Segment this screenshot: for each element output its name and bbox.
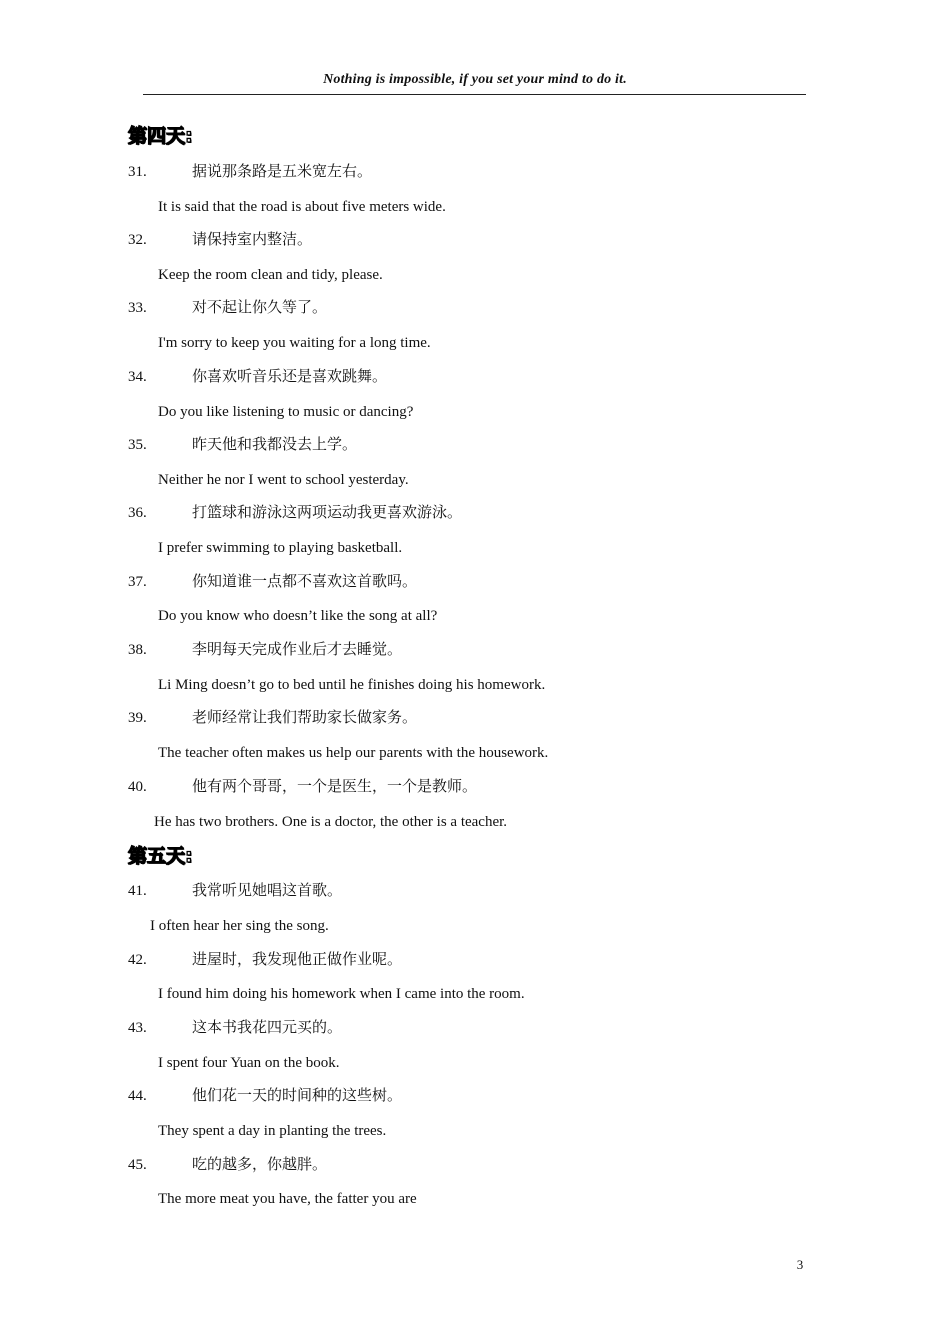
question-35 bbox=[128, 434, 357, 456]
question-chinese: 这本书我花四元买的。 bbox=[192, 1020, 343, 1036]
question-44 bbox=[128, 1085, 402, 1107]
question-number: 37. bbox=[128, 574, 147, 590]
question-number: 33. bbox=[128, 300, 147, 316]
answer-32: Keep the room clean and tidy, please. bbox=[158, 267, 383, 283]
question-34 bbox=[128, 366, 387, 388]
answer-38: Li Ming doesn’t go to bed until he finishes doing his homework. bbox=[158, 677, 546, 693]
question-chinese: 吃的越多，你越胖。 bbox=[192, 1157, 328, 1173]
answer-35: Neither he nor I went to school yesterday. bbox=[158, 472, 409, 488]
question-37 bbox=[128, 571, 417, 593]
question-chinese: 我常听见她唱这首歌。 bbox=[192, 883, 343, 899]
question-number: 43. bbox=[128, 1020, 147, 1036]
question-number: 31. bbox=[128, 164, 147, 180]
answer-43: I spent four Yuan on the book. bbox=[158, 1055, 340, 1071]
question-31 bbox=[128, 161, 372, 183]
question-45 bbox=[128, 1154, 327, 1176]
question-chinese: 据说那条路是五米宽左右。 bbox=[192, 164, 373, 180]
question-chinese: 请保持室内整洁。 bbox=[192, 232, 313, 248]
answer-33: I'm sorry to keep you waiting for a long time. bbox=[158, 335, 431, 351]
section-title-day4: 第四天: bbox=[128, 125, 193, 147]
answer-42: I found him doing his homework when I came into the room. bbox=[158, 986, 525, 1002]
question-chinese: 对不起让你久等了。 bbox=[192, 300, 328, 316]
question-39 bbox=[128, 707, 417, 729]
question-36 bbox=[128, 502, 462, 524]
question-number: 39. bbox=[128, 710, 147, 726]
question-number: 41. bbox=[128, 883, 147, 899]
header-motto: Nothing is impossible, if you set your mind to do it. bbox=[323, 72, 627, 87]
question-43 bbox=[128, 1017, 342, 1039]
answer-40: He has two brothers. One is a doctor, the other is a teacher. bbox=[154, 814, 508, 830]
question-40 bbox=[128, 776, 477, 798]
answer-36: I prefer swimming to playing basketball. bbox=[158, 540, 403, 556]
question-chinese: 老师经常让我们帮助家长做家务。 bbox=[192, 710, 418, 726]
answer-37: Do you know who doesn’t like the song at all? bbox=[158, 608, 438, 624]
answer-41: I often hear her sing the song. bbox=[150, 918, 329, 934]
question-42 bbox=[128, 949, 402, 971]
question-33 bbox=[128, 297, 327, 319]
question-32 bbox=[128, 229, 312, 251]
question-chinese: 打篮球和游泳这两项运动我更喜欢游泳。 bbox=[192, 505, 463, 521]
answer-45: The more meat you have, the fatter you are bbox=[158, 1191, 417, 1207]
header-divider bbox=[143, 94, 806, 95]
answer-34: Do you like listening to music or dancing? bbox=[158, 404, 414, 420]
answer-31: It is said that the road is about five meters wide. bbox=[158, 199, 446, 215]
question-chinese: 你知道谁一点都不喜欢这首歌吗。 bbox=[192, 574, 418, 590]
question-chinese: 昨天他和我都没去上学。 bbox=[192, 437, 358, 453]
question-chinese: 他们花一天的时间种的这些树。 bbox=[192, 1088, 403, 1104]
question-chinese: 你喜欢听音乐还是喜欢跳舞。 bbox=[192, 369, 388, 385]
question-number: 42. bbox=[128, 952, 147, 968]
question-38 bbox=[128, 639, 402, 661]
question-chinese: 李明每天完成作业后才去睡觉。 bbox=[192, 642, 403, 658]
question-number: 40. bbox=[128, 779, 147, 795]
question-number: 35. bbox=[128, 437, 147, 453]
question-chinese: 他有两个哥哥，一个是医生，一个是教师。 bbox=[192, 779, 478, 795]
question-number: 36. bbox=[128, 505, 147, 521]
question-chinese: 进屋时，我发现他正做作业呢。 bbox=[192, 952, 403, 968]
question-number: 32. bbox=[128, 232, 147, 248]
answer-44: They spent a day in planting the trees. bbox=[158, 1123, 387, 1139]
question-41 bbox=[128, 880, 342, 902]
question-number: 38. bbox=[128, 642, 147, 658]
answer-39: The teacher often makes us help our parents with the housework. bbox=[158, 745, 549, 761]
page-number: 3 bbox=[796, 1257, 804, 1272]
section-title-day5: 第五天: bbox=[128, 845, 193, 867]
question-number: 45. bbox=[128, 1157, 147, 1173]
question-number: 44. bbox=[128, 1088, 147, 1104]
question-number: 34. bbox=[128, 369, 147, 385]
